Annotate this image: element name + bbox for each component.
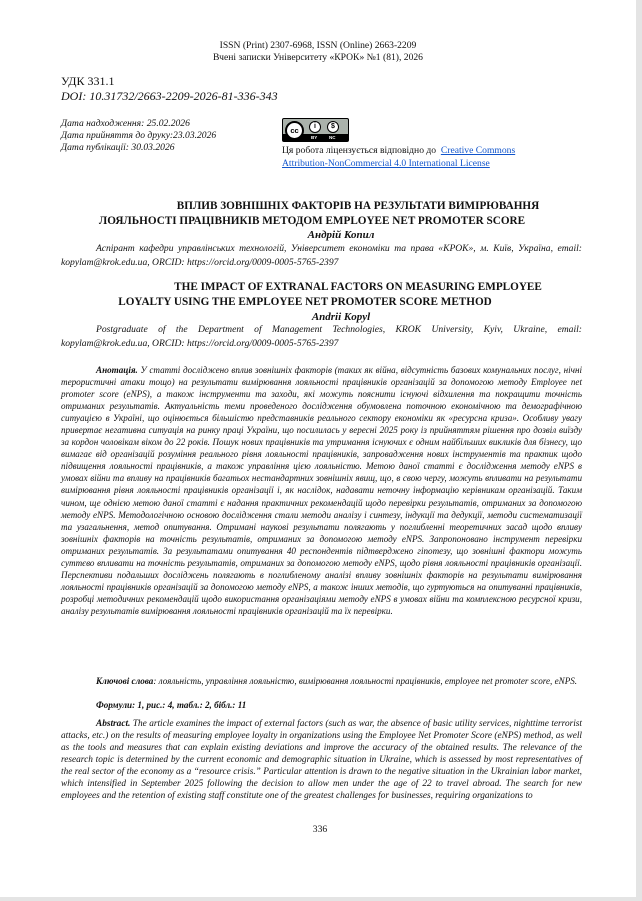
license-text — [282, 145, 582, 170]
formulas-counts: Формули: 1, рис.: 4, табл.: 2, бібл.: 11 — [96, 700, 247, 710]
keywords-ua — [61, 675, 582, 687]
date-received: Дата надходження: 25.02.2026 — [61, 118, 190, 129]
title-en-line1: THE IMPACT OF EXTRANAL FACTORS ON MEASURING EMPLOYEE — [174, 281, 542, 293]
title-ua-line1: ВПЛИВ ЗОВНІШНІХ ФАКТОРІВ НА РЕЗУЛЬТАТИ ВИМІРЮВАННЯ — [176, 200, 540, 212]
license-link-part1[interactable]: Creative Commons — [440, 145, 516, 156]
abstract-en-text: The article examines the impact of external factors (such as war, the absence of basic utility services, nighttime terrorist attacks, etc.) on the results of measuring employee loyalty in organizations using the Employee Net Promoter Score (eNPS) method, as well as the tools and measures that can explain existing deviations and improve the accuracy of the obtained results. The relevance of the research topic is determined by the current economic and demographic situation in Ukraine, which is assessed by most representatives of the real sector of the economy as a “resource crisis.” Particular attention is drawn to the negative situation in the Ukrainian labor market, which intensified in September 2025 following the decision to allow men under the age of 22 to travel abroad. The search for new employees and the retention of existing staff constitute one of the greatest challenges for businesses, requiring organizations to — [61, 719, 582, 801]
license-link-part2[interactable]: Attribution-NonCommercial 4.0 International License — [282, 157, 490, 169]
doi: DOI: 10.31732/2663-2209-2026-81-336-343 — [61, 89, 278, 103]
nc-label: NC — [329, 135, 336, 140]
affiliation-en: Postgraduate of the Department of Management Technologies, KROK University, Kyiv, Ukraine, email: kopylam@krok.edu.ua, ORCID: https://orcid.org/0009-0005-5765-2397 — [61, 324, 582, 349]
abstract-en — [61, 719, 582, 803]
author-ua: Андрій Копил — [307, 229, 375, 241]
journal-name: Вчені записки Університету «КРОК» №1 (81), 2026 — [213, 52, 423, 63]
keywords-text: : лояльність, управління лояльністю, вимірювання лояльності працівників, employee net promoter score, eNPS. — [153, 676, 578, 686]
abstract-ua-text: У статті досліджено вплив зовнішніх факторів (таких як війна, відсутність базових комунальних послуг, нічні терористичні атаки тощо) на результати вимірювання лояльності працівників організацій за допомогою методу Employee net promoter score (eNPS), а також інструменти та заходи, які можуть пояснити існуючі відхилення та покращити точність отриманих результатів. Актуальність теми проведеного дослідження обумовлена поточною економічною та демографічною ситуацією в Україні, що оцінюється більшістю представників реального сектору економіки як «ресурсна криза». Особливу увагу привертає негативна ситуація на ринку праці України, що посилилась у вересні 2025 року із прийняттям рішення про дозвіл виїзду за кордон чоловікам віком до 22 років. Пошук нових працівників та утримання існуючих є одним найбільших викликів для бізнесу, що вимагає від організацій розуміння реального рівня лояльності працівників, запровадження нових інструментів та практик щодо підвищення лояльності працівників, а також управління цією лояльністю. Метою даної статті є дослідження методу eNPS в умовах війни та впливу на працівників багатьох нестандартних зовнішніх явищ, що, в свою чергу, можуть впливати на результати вимірювання рівня лояльності працівників організації і, як наслідок, надавати неточну інформацію керівникам організацій. Таким чином, ще однією метою даної статті є надання практичних рекомендацій щодо перевірки результатів, отриманих за допомогою методу eNPS. Методологічною основою дослідження стали методи аналізу і синтезу, індукції та дедукції, методи систематизації та узагальнення, метод опитування. Отримані наукові результати полягають у поглибленні теоретичних засад щодо впливу зовнішніх факторів на точність результатів, отриманих за допомогою методу eNPS. Запропоновано інструмент перевірки отриманих результатів. За результатами опитування 40 респондентів підтверджено гіпотезу, що зовнішні фактори можуть суттєво впливати на точність результатів, отриманих за допомогою методу eNPS, щодо рівня лояльності працівників організації. Перспективи подальших досліджень полягають в поглибленому аналізі впливу зовнішніх факторів на результати вимірювання лояльності працівників організацій за допомогою методу eNPS, а також інших методів, що гуртуються на опитуванні працівників, розробці методичних рекомендацій щодо використання організаціями методу eNPS в умовах війни та комплексною ресурсної кризи, аналізу результатів вимірювання лояльності працівників організацій та їх перевірки. — [61, 365, 582, 616]
date-accepted: Дата прийняття до друку:23.03.2026 — [61, 130, 217, 141]
abstract-ua — [61, 364, 582, 617]
by-label: BY — [311, 135, 318, 140]
cc-by-nc-icon[interactable] — [282, 118, 349, 142]
dates-block — [61, 118, 216, 154]
page-number: 336 — [312, 824, 328, 835]
title-en-line2: LOYALTY USING THE EMPLOYEE NET PROMOTER SCORE METHOD — [118, 296, 492, 308]
udk-code: УДК 331.1 — [61, 74, 115, 88]
cc-icon: cc — [285, 121, 304, 140]
keywords-label: Ключові слова — [96, 676, 154, 686]
license-statement: Ця робота ліцензується відповідно до — [282, 145, 437, 156]
issn-line: ISSN (Print) 2307-6968, ISSN (Online) 2663-2209 — [219, 40, 417, 51]
attribution-icon: i — [309, 121, 321, 133]
title-ua-line2: ЛОЯЛЬНОСТІ ПРАЦІВНИКІВ МЕТОДОМ EMPLOYEE NET PROMOTER SCORE — [98, 215, 526, 227]
noncommercial-icon: $ — [327, 121, 339, 133]
date-published: Дата публікації: 30.03.2026 — [61, 142, 175, 153]
abstract-ua-label: Анотація. — [96, 365, 138, 375]
abstract-en-label: Abstract. — [96, 719, 131, 729]
affiliation-ua: Аспірант кафедри управлінських технологій, Університет економіки та права «КРОК», м. Київ, Україна, email: kopylam@krok.edu.ua, ORCID: https://orcid.org/0009-0005-5765-2397 — [61, 243, 582, 268]
author-en: Andrii Kopyl — [311, 311, 371, 323]
